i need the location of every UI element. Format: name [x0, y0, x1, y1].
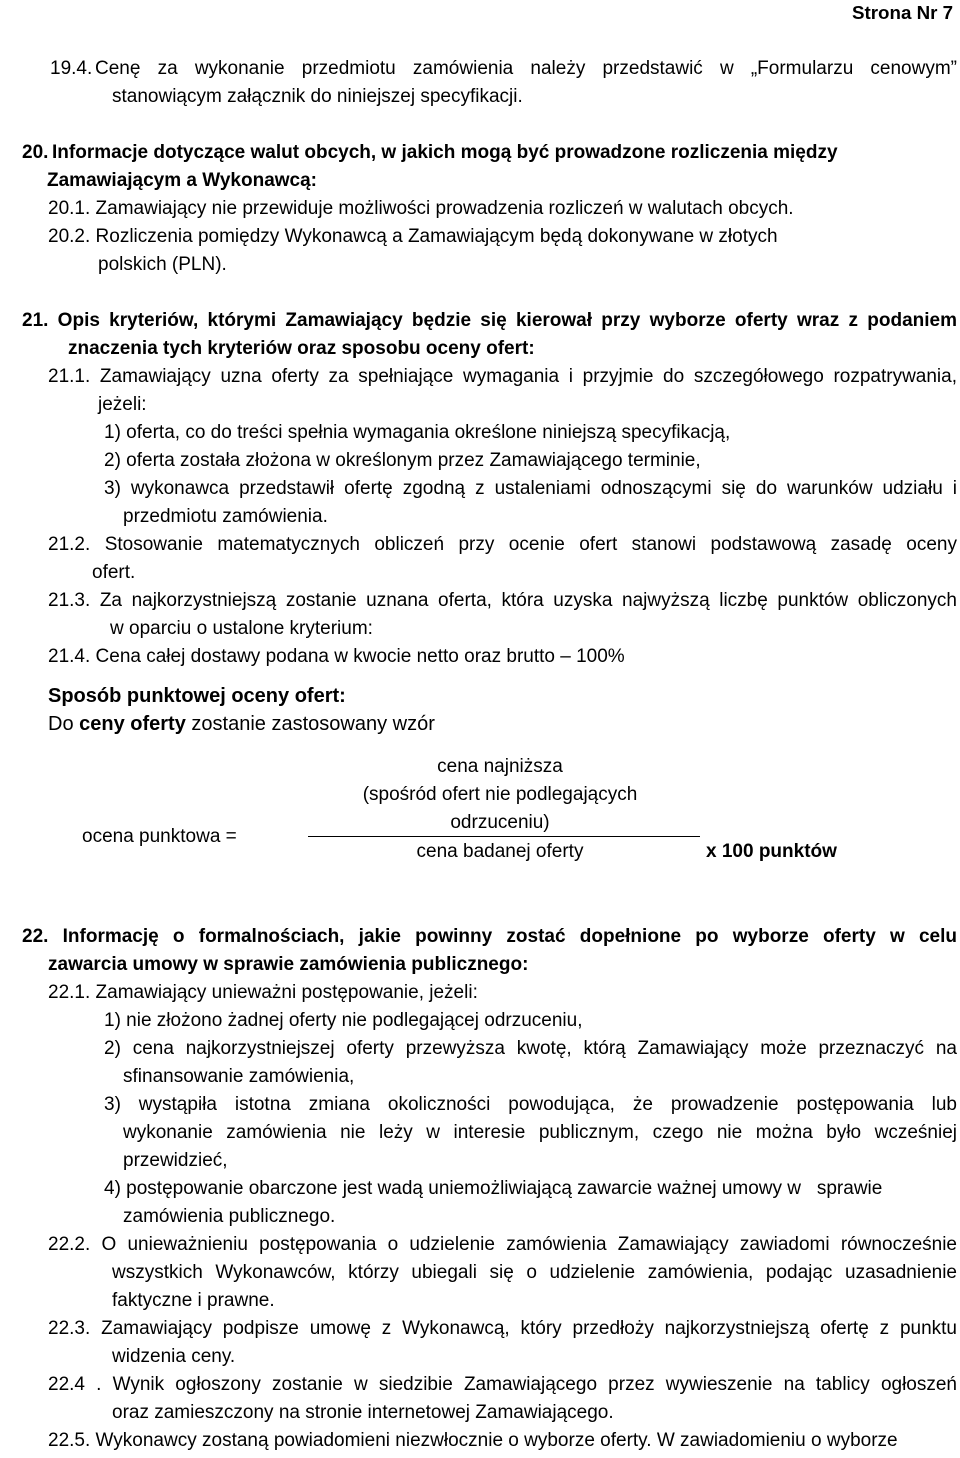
annulment-item-1: 1) nie złożono żadnej oferty nie podlegającej odrzuceniu,	[104, 1010, 583, 1031]
section-22-1: 22.1. Zamawiający unieważni postępowanie, jeżeli:	[48, 982, 478, 1003]
annulment-item-2-line-2: sfinansowanie zamówienia,	[123, 1066, 355, 1087]
criteria-item-1: 1) oferta, co do treści spełnia wymagania określone niniejszą specyfikacją,	[104, 422, 731, 443]
section-21-3-line-1: 21.3. Za najkorzystniejszą zostanie uznana oferta, która uzyska najwyższą liczbę punktów obliczonych	[48, 590, 957, 611]
section-22-2-line-2: wszystkich Wykonawców, którzy ubiegali się o udzielenie zamówienia, podając uzasadnienie	[112, 1262, 957, 1283]
fraction-bar	[308, 836, 700, 837]
formula-multiplier: x 100 punktów	[706, 841, 837, 862]
criteria-item-3-line-2: przedmiotu zamówienia.	[123, 506, 328, 527]
section-22-title-line-2: zawarcia umowy w sprawie zamówienia publicznego:	[48, 954, 529, 975]
annulment-item-2-line-1: 2) cena najkorzystniejszej oferty przewyższa kwotę, którą Zamawiający może przeznaczyć na	[104, 1038, 957, 1059]
annulment-item-4-line-1: 4) postępowanie obarczone jest wadą uniemożliwiającą zawarcie ważnej umowy w sprawie	[104, 1178, 883, 1199]
section-20-title-line-2: Zamawiającym a Wykonawcą:	[47, 170, 317, 191]
section-19-4-line-2: stanowiącym załącznik do niniejszej specyfikacji.	[112, 86, 523, 107]
section-21-title-line-1: 21. Opis kryteriów, którymi Zamawiający będzie się kierował przy wyborze oferty wraz z podaniem	[22, 310, 957, 331]
section-22-3-line-2: widzenia ceny.	[112, 1346, 236, 1367]
criteria-item-2: 2) oferta została złożona w określonym przez Zamawiającego terminie,	[104, 450, 701, 471]
formula-numerator-line-2: (spośród ofert nie podlegających	[362, 784, 638, 805]
section-20-title-line-1: Informacje dotyczące walut obcych, w jakich mogą być prowadzone rozliczenia między	[52, 142, 838, 163]
section-21-2-line-2: ofert.	[92, 562, 136, 583]
section-20-number: 20.	[22, 142, 49, 163]
section-21-3-line-2: w oparciu o ustalone kryterium:	[110, 618, 373, 639]
section-21-title-line-2: znaczenia tych kryteriów oraz sposobu oceny ofert:	[68, 338, 535, 359]
section-22-3-line-1: 22.3. Zamawiający podpisze umowę z Wykonawcą, który przedłoży najkorzystniejszą ofertę z punktu	[48, 1318, 957, 1339]
section-21-2-line-1: 21.2. Stosowanie matematycznych obliczeń przy ocenie ofert stanowi podstawową zasadę oceny	[48, 534, 957, 555]
criteria-item-3-line-1: 3) wykonawca przedstawił ofertę zgodną z ustaleniami odnoszącymi się do warunków udziału i	[104, 478, 957, 499]
scoring-title: Sposób punktowej oceny ofert:	[48, 685, 346, 707]
page-number: Strona Nr 7	[852, 2, 954, 23]
section-22-5: 22.5. Wykonawcy zostaną powiadomieni niezwłocznie o wyborze oferty. W zawiadomieniu o wyborze	[48, 1430, 898, 1451]
section-22-4-line-1: 22.4 . Wynik ogłoszony zostanie w siedzibie Zamawiającego przez wywieszenie na tablicy ogłoszeń	[48, 1374, 957, 1395]
section-21-1-line-2: jeżeli:	[98, 394, 147, 415]
annulment-item-3-line-1: 3) wystąpiła istotna zmiana okoliczności powodująca, że prowadzenie postępowania lub	[104, 1094, 957, 1115]
section-19-4-number: 19.4.	[50, 58, 93, 79]
section-22-4-line-2: oraz zamieszczony na stronie internetowej Zamawiającego.	[112, 1402, 614, 1423]
section-22-2-line-3: faktyczne i prawne.	[112, 1290, 275, 1311]
formula-numerator-line-3: odrzuceniu)	[450, 812, 550, 833]
scoring-intro: Do ceny oferty zostanie zastosowany wzór	[48, 713, 435, 735]
formula-denominator: cena badanej oferty	[416, 841, 584, 862]
section-20-1: 20.1. Zamawiający nie przewiduje możliwości prowadzenia rozliczeń w walutach obcych.	[48, 198, 794, 219]
section-22-title-line-1: 22. Informację o formalnościach, jakie powinny zostać dopełnione po wyborze oferty w celu	[22, 926, 957, 947]
formula-numerator-line-1: cena najniższa	[437, 756, 563, 777]
formula-lhs: ocena punktowa =	[82, 826, 237, 847]
annulment-item-3-line-2: wykonanie zamówienia nie leży w interesie publicznym, czego nie można było wcześniej	[123, 1122, 957, 1143]
section-20-2-line-1: 20.2. Rozliczenia pomiędzy Wykonawcą a Zamawiającym będą dokonywane w złotych	[48, 226, 778, 247]
section-22-2-line-1: 22.2. O unieważnieniu postępowania o udzielenie zamówienia Zamawiający zawiadomi równocześnie	[48, 1234, 957, 1255]
section-20-2-line-2: polskich (PLN).	[98, 254, 227, 275]
section-19-4-line-1: Cenę za wykonanie przedmiotu zamówienia należy przedstawić w „Formularzu cenowym”	[95, 58, 957, 79]
annulment-item-4-line-2: zamówienia publicznego.	[123, 1206, 336, 1227]
annulment-item-3-line-3: przewidzieć,	[123, 1150, 228, 1171]
section-21-1-line-1: 21.1. Zamawiający uzna oferty za spełniające wymagania i przyjmie do szczegółowego rozpatrywania,	[48, 366, 957, 387]
section-21-4: 21.4. Cena całej dostawy podana w kwocie netto oraz brutto – 100%	[48, 646, 625, 667]
